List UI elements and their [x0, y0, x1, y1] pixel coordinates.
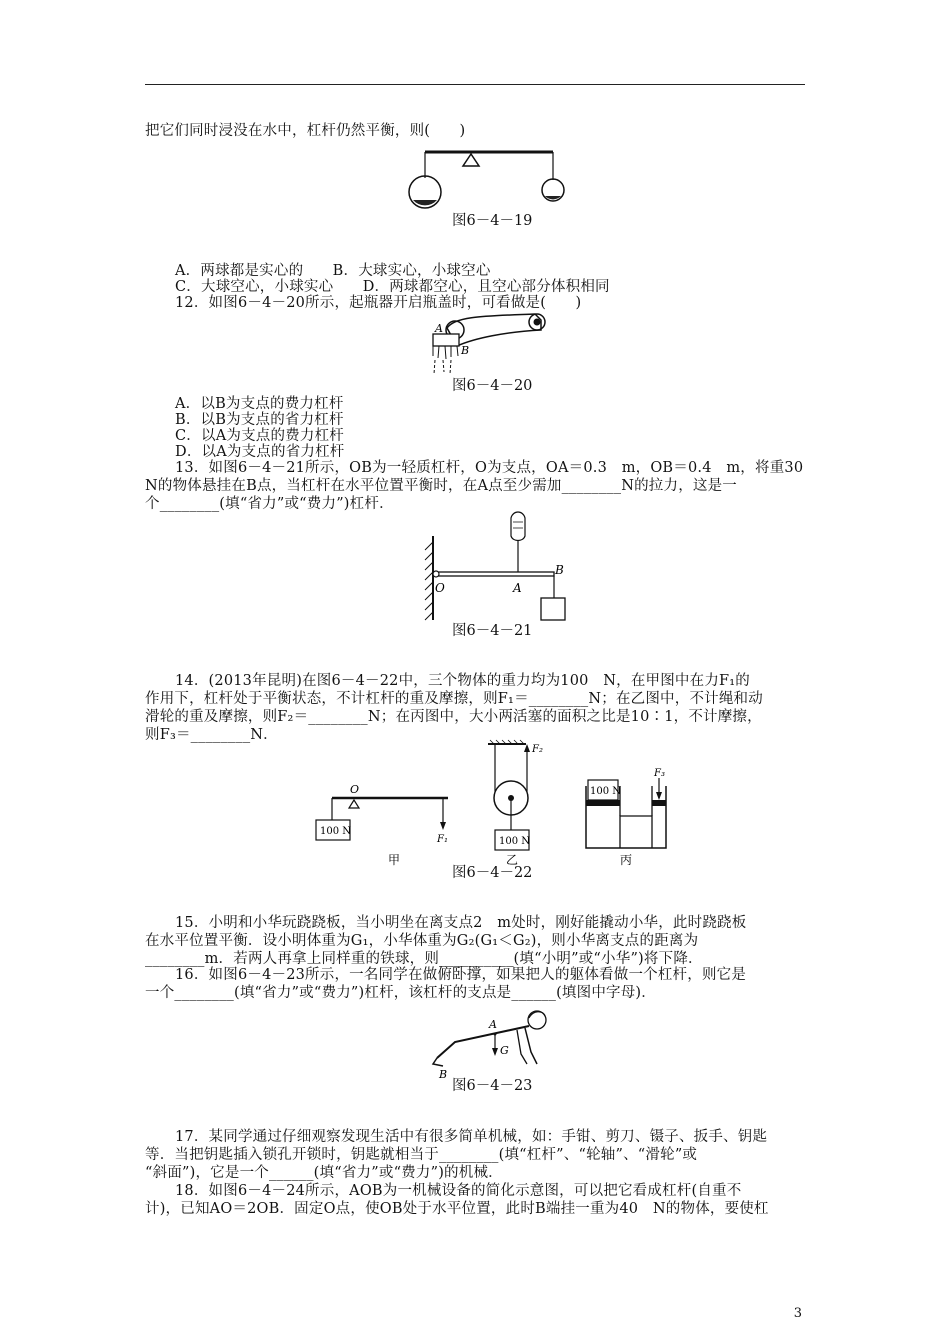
q14-line4: 则F₃＝________N． [145, 727, 278, 743]
q14-line3: 滑轮的重及摩擦，则F₂＝________N；在丙图中，大小两活塞的面积之比是10∶1，不计摩擦， [145, 709, 762, 725]
svg-text:O: O [350, 783, 360, 796]
figure-6-4-23-caption: 图6－4－23 [452, 1078, 533, 1094]
q11-stem: 把它们同时浸没在水中，杠杆仍然平衡，则( ) [145, 123, 466, 139]
q12-option-b: B．以B为支点的省力杠杆 [175, 412, 344, 428]
figure-6-4-23 [425, 998, 555, 1078]
figure-yi [488, 740, 543, 866]
q14-line2: 作用下，杠杆处于平衡状态，不计杠杆的重及摩擦，则F₁＝________N；在乙图中，不计绳和动 [145, 691, 763, 707]
figure-6-4-21-caption: 图6－4－21 [452, 623, 533, 639]
q12-stem: 12．如图6－4－20所示，起瓶器开启瓶盖时，可看做是( ) [175, 295, 582, 311]
svg-text:甲: 甲 [388, 853, 401, 866]
q13-line2: N的物体悬挂在B点，当杠杆在水平位置平衡时，在A点至少需加________N的拉力，这是一 [145, 478, 737, 494]
q18-line2: 计)，已知AO＝2OB．固定O点，使OB处于水平位置，此时B端挂一重为40 N的物体，要使杠 [145, 1201, 769, 1217]
figure-6-4-22 [310, 738, 680, 866]
q17-line1: 17．某同学通过仔细观察发现生活中有很多简单机械，如：手钳、剪刀、镊子、扳手、钥匙 [175, 1129, 768, 1145]
figure-6-4-20-caption: 图6－4－20 [452, 378, 533, 394]
svg-text:F₃: F₃ [654, 768, 665, 779]
figure-6-4-22-caption: 图6－4－22 [452, 865, 533, 881]
svg-text:乙: 乙 [506, 853, 519, 866]
lever-ob [436, 572, 554, 576]
label-a: A [489, 1018, 497, 1031]
svg-text:100 N: 100 N [590, 786, 622, 797]
label-b: B [555, 563, 564, 577]
bottle-cap [433, 334, 459, 346]
body [437, 1026, 529, 1058]
small-piston [652, 800, 666, 806]
label-a: A [435, 322, 443, 335]
q12-option-d: D．以A为支点的省力杠杆 [175, 444, 345, 460]
figure-6-4-21 [415, 508, 575, 623]
fulcrum-triangle [463, 154, 479, 166]
figure-6-4-20 [425, 312, 555, 376]
q17-line2: 等．当把钥匙插入锁孔开锁时，钥匙就相当于________(填“杠杆”、“轮轴”、“滑轮”或 [145, 1147, 698, 1163]
svg-text:F₂: F₂ [532, 744, 543, 755]
q12-option-a: A．以B为支点的费力杠杆 [175, 396, 344, 412]
figure-6-4-19 [405, 142, 565, 212]
q11-options-2: C．大球空心，小球实心 D．两球都空心，且空心部分体积相同 [175, 279, 610, 295]
svg-text:F₁: F₁ [437, 834, 448, 845]
q16-line1: 16．如图6－4－23所示，一名同学在做俯卧撑，如果把人的躯体看做一个杠杆，则它是 [175, 967, 747, 983]
label-a: A [513, 581, 522, 595]
q18-line1: 18．如图6－4－24所示，AOB为一机械设备的简化示意图，可以把它看成杠杆(自重不 [175, 1183, 742, 1199]
figure-bing [586, 768, 666, 866]
large-piston [586, 800, 620, 806]
label-b: B [461, 344, 470, 357]
svg-text:100 N: 100 N [320, 826, 352, 837]
feet [433, 1058, 443, 1066]
opener-handle [447, 314, 541, 346]
weight-block [541, 598, 565, 620]
figure-jia [316, 783, 448, 866]
q16-line2: 一个________(填“省力”或“费力”)杠杆，该杠杆的支点是______(填图中字母)． [145, 985, 656, 1001]
q12-option-c: C．以A为支点的费力杠杆 [175, 428, 344, 444]
q13-line1: 13．如图6－4－21所示，OB为一轻质杠杆，O为支点，OA＝0.3 m，OB＝0.4 m，将重30 [175, 460, 804, 476]
q15-line2: 在水平位置平衡．设小明体重为G₁，小华体重为G₂(G₁＜G₂)，则小华离支点的距离为 [145, 933, 699, 949]
svg-text:100 N: 100 N [499, 836, 531, 847]
label-b: B [439, 1068, 448, 1078]
q15-line3: ________m．若两人再拿上同样重的铁球，则__________(填“小明”或“小华”)将下降． [145, 951, 703, 967]
page-number: 3 [793, 1306, 802, 1321]
label-o: O [435, 581, 445, 595]
q17-line3: “斜面”)，它是一个______(填“省力”或“费力”)的机械． [145, 1165, 503, 1181]
q11-options-1: A．两球都是实心的 B．大球实心，小球空心 [175, 263, 491, 279]
label-g: G [500, 1044, 509, 1057]
svg-text:丙: 丙 [620, 853, 633, 866]
arm [525, 1028, 537, 1064]
q13-line3: 个________(填“省力”或“费力”)杠杆． [145, 496, 394, 512]
header-rule [145, 84, 805, 85]
hand-icon [511, 512, 525, 541]
q14-line1: 14．(2013年昆明)在图6－4－22中，三个物体的重力均为100 N，在甲图中在力F₁的 [175, 673, 751, 689]
figure-6-4-19-caption: 图6－4－19 [452, 213, 533, 229]
q15-line1: 15．小明和小华玩跷跷板，当小明坐在离支点2 m处时，刚好能撬动小华，此时跷跷板 [175, 915, 747, 931]
